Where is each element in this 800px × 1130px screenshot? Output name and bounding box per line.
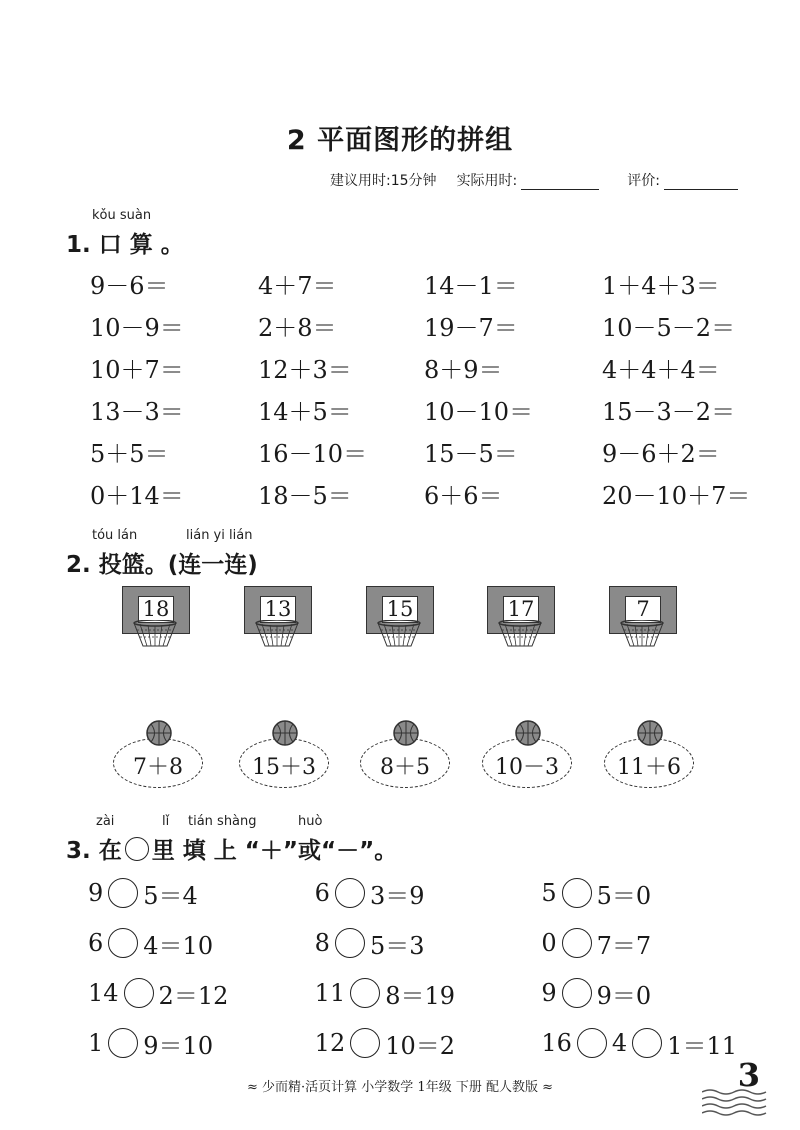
q1-problem: 5＋5＝ xyxy=(90,439,169,468)
q1-problem: 1＋4＋3＝ xyxy=(602,271,720,300)
q3-pinyin-tianshang: tián shàng xyxy=(188,814,257,829)
operator-blank[interactable] xyxy=(562,928,592,958)
q2-pinyin-lianyilian: lián yi lián xyxy=(186,528,253,543)
suggested-time: 建议用时:15分钟 xyxy=(330,173,437,189)
operand: 9 xyxy=(88,879,104,907)
q1-problem: 4＋4＋4＝ xyxy=(602,355,720,384)
net-icon xyxy=(497,620,543,652)
operand: 5 xyxy=(541,879,557,907)
operator-blank[interactable] xyxy=(562,978,592,1008)
basketball-hoop[interactable] xyxy=(244,586,314,656)
q2-pinyin-toulan: tóu lán xyxy=(92,528,138,543)
q1-problem: 12＋3＝ xyxy=(258,355,352,384)
q1-row xyxy=(90,304,770,346)
q1-pinyin: kǒu suàn xyxy=(92,208,152,223)
q3-problem xyxy=(541,976,768,1011)
operator-blank[interactable] xyxy=(577,1028,607,1058)
q1-problem: 18－5＝ xyxy=(258,481,352,510)
q1-problem: 20－10＋7＝ xyxy=(602,481,751,510)
operand: 9 xyxy=(541,979,557,1007)
q3-title-start: 3. 在 xyxy=(66,838,122,864)
q3-problem xyxy=(315,926,542,961)
q3-row xyxy=(88,1018,768,1068)
operand: 0 xyxy=(541,929,557,957)
net-icon xyxy=(376,620,422,652)
actual-time-blank[interactable] xyxy=(521,175,599,190)
q1-row xyxy=(90,346,770,388)
q1-row xyxy=(90,262,770,304)
operand: 12 xyxy=(314,1029,346,1057)
result: 4＝10 xyxy=(143,931,214,960)
operator-blank[interactable] xyxy=(632,1028,662,1058)
q1-problem: 14－1＝ xyxy=(424,271,518,300)
q1-problem: 13－3＝ xyxy=(90,397,184,426)
q1-problem: 16－10＝ xyxy=(258,439,368,468)
q3-row xyxy=(88,868,768,918)
basketball-icon xyxy=(637,720,663,746)
q3-grid xyxy=(88,868,768,1068)
q1-problem: 4＋7＝ xyxy=(258,271,337,300)
operand: 6 xyxy=(314,879,330,907)
page-title: 2 平面图形的拼组 xyxy=(286,125,514,156)
operand: 6 xyxy=(88,929,104,957)
q3-problem xyxy=(315,1026,542,1061)
result: 9＝0 xyxy=(596,981,652,1010)
net-icon xyxy=(132,620,178,652)
q1-problem: 10－10＝ xyxy=(424,397,534,426)
q1-row xyxy=(90,472,770,514)
operator-blank[interactable] xyxy=(108,1028,138,1058)
basketball-icon xyxy=(272,720,298,746)
ball-expression: 11＋6 xyxy=(617,755,681,780)
q3-pinyin-zai: zài xyxy=(96,814,115,829)
operator-blank[interactable] xyxy=(124,978,154,1008)
hoop-number: 7 xyxy=(625,596,661,623)
footer: ≈ 少而精·活页计算 小学数学 1年级 下册 配人教版 ≈ xyxy=(247,1080,553,1095)
q3-title-end: 里 填 上 “＋”或“－”。 xyxy=(151,838,398,864)
result: 3＝9 xyxy=(369,881,425,910)
q3-title xyxy=(66,832,397,865)
q3-problem xyxy=(541,876,768,911)
hoop-number: 18 xyxy=(138,596,174,623)
q1-row xyxy=(90,430,770,472)
result: 5＝3 xyxy=(369,931,425,960)
basketball-icon xyxy=(393,720,419,746)
operator-blank[interactable] xyxy=(108,878,138,908)
q3-problem xyxy=(315,876,542,911)
operator-blank[interactable] xyxy=(562,878,592,908)
basketball-hoop[interactable] xyxy=(366,586,436,656)
result: 7＝7 xyxy=(596,931,652,960)
q1-row xyxy=(90,388,770,430)
operand: 4 xyxy=(611,1029,628,1057)
q1-problem: 6＋6＝ xyxy=(424,481,503,510)
basketball-icon xyxy=(146,720,172,746)
q3-pinyin-li: lǐ xyxy=(162,814,170,829)
basketball-hoop[interactable] xyxy=(487,586,557,656)
hoop-number: 15 xyxy=(382,596,418,623)
q1-grid xyxy=(90,262,770,514)
operand: 8 xyxy=(314,929,330,957)
basketball-option[interactable] xyxy=(360,720,452,792)
q1-problem: 10－5－2＝ xyxy=(602,313,736,342)
result: 1＝11 xyxy=(667,1031,737,1060)
hoop-number: 13 xyxy=(260,596,296,623)
basketball-hoop[interactable] xyxy=(122,586,192,656)
q3-problem xyxy=(315,976,542,1011)
q1-problem: 15－3－2＝ xyxy=(602,397,736,426)
basketball-hoop[interactable] xyxy=(609,586,679,656)
time-rating-line xyxy=(330,170,738,190)
q1-title: 1. 口 算 。 xyxy=(66,232,184,258)
q1-problem: 10＋7＝ xyxy=(90,355,184,384)
basketball-option[interactable] xyxy=(482,720,574,792)
circle-icon xyxy=(125,837,149,861)
rating-label: 评价: xyxy=(627,173,660,189)
result: 8＝19 xyxy=(385,981,456,1010)
operand: 14 xyxy=(88,979,119,1007)
operator-blank[interactable] xyxy=(350,978,380,1008)
q1-problem: 19－7＝ xyxy=(424,313,518,342)
q3-row xyxy=(88,968,768,1018)
basketball-option[interactable] xyxy=(113,720,205,792)
net-icon xyxy=(619,620,665,652)
q1-problem: 9－6＝ xyxy=(90,271,169,300)
q3-pinyin-huo: huò xyxy=(298,814,323,829)
ball-expression: 10－3 xyxy=(495,755,559,780)
q3-row xyxy=(88,918,768,968)
operand: 11 xyxy=(314,979,346,1007)
basketball-option[interactable] xyxy=(239,720,331,792)
result: 5＝0 xyxy=(596,881,652,910)
result: 9＝10 xyxy=(143,1031,214,1060)
q3-problem xyxy=(88,926,315,961)
operand: 1 xyxy=(88,1029,104,1057)
operator-blank[interactable] xyxy=(108,928,138,958)
result: 5＝4 xyxy=(143,881,198,910)
basketball-icon xyxy=(515,720,541,746)
actual-time-label: 实际用时: xyxy=(456,173,518,189)
q1-problem: 0＋14＝ xyxy=(90,481,184,510)
q3-problem xyxy=(541,1026,768,1061)
ball-expression: 8＋5 xyxy=(380,755,430,780)
operator-blank[interactable] xyxy=(335,928,365,958)
operator-blank[interactable] xyxy=(335,878,365,908)
page-number: 3 xyxy=(737,1056,760,1094)
q2-title: 2. 投篮。(连一连) xyxy=(66,552,258,578)
q3-problem xyxy=(541,926,768,961)
q1-problem: 10－9＝ xyxy=(90,313,184,342)
result: 2＝12 xyxy=(158,981,229,1010)
rating-blank[interactable] xyxy=(664,175,738,190)
basketball-option[interactable] xyxy=(604,720,696,792)
operand: 16 xyxy=(541,1029,572,1057)
q3-problem xyxy=(88,976,315,1011)
q1-problem: 14＋5＝ xyxy=(258,397,352,426)
operator-blank[interactable] xyxy=(350,1028,380,1058)
q1-problem: 8＋9＝ xyxy=(424,355,503,384)
q3-problem xyxy=(88,1026,315,1061)
hoop-number: 17 xyxy=(503,596,539,623)
ball-expression: 7＋8 xyxy=(133,755,183,780)
q1-problem: 15－5＝ xyxy=(424,439,518,468)
q1-problem: 2＋8＝ xyxy=(258,313,337,342)
q1-problem: 9－6＋2＝ xyxy=(602,439,720,468)
ball-expression: 15＋3 xyxy=(252,755,316,780)
net-icon xyxy=(254,620,300,652)
q3-problem xyxy=(88,876,315,911)
result: 10＝2 xyxy=(385,1031,456,1060)
